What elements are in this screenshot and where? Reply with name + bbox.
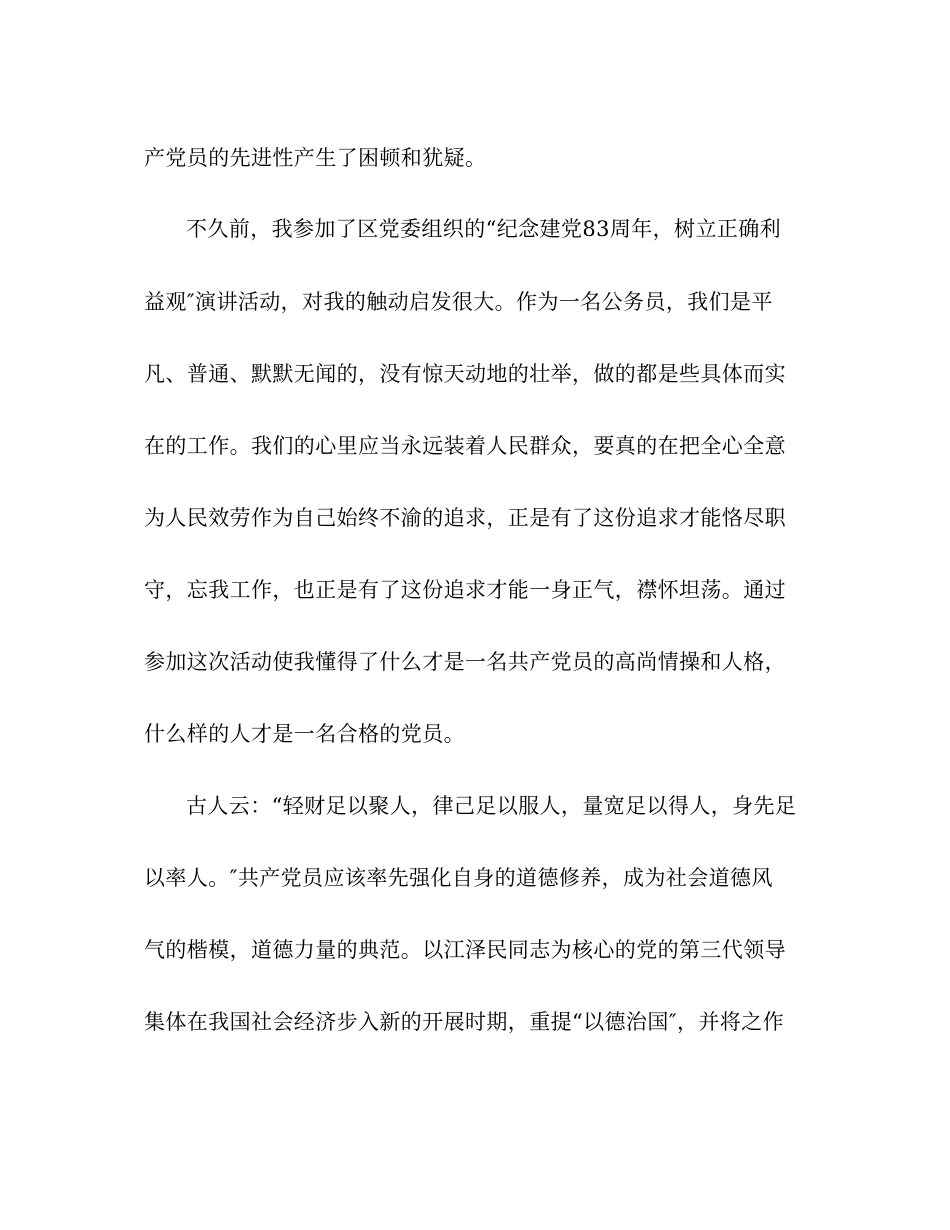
paragraph-line: 古人云：“轻财足以聚人，律己足以服人，量宽足以得人，身先足 xyxy=(186,794,797,818)
paragraph-line: 参加这次活动使我懂得了什么才是一名共产党员的高尚情操和人格， xyxy=(144,650,786,674)
paragraph-line: 守，忘我工作，也正是有了这份追求才能一身正气，襟怀坦荡。通过 xyxy=(144,578,786,602)
paragraph-line: 益观″演讲活动，对我的触动启发很大。作为一名公务员，我们是平 xyxy=(144,290,773,314)
paragraph-line: 集体在我国社会经济步入新的开展时期，重提“以德治国″，并将之作 xyxy=(144,1010,784,1034)
paragraph-line: 凡、普通、默默无闻的，没有惊天动地的壮举，做的都是些具体而实 xyxy=(144,362,786,386)
paragraph-line: 在的工作。我们的心里应当永远装着人民群众，要真的在把全心全意 xyxy=(144,434,786,458)
paragraph-line: 为人民效劳作为自己始终不渝的追求，正是有了这份追求才能恪尽职 xyxy=(144,506,786,530)
paragraph-line: 气的楷模，道德力量的典范。以江泽民同志为核心的党的第三代领导 xyxy=(144,938,786,962)
paragraph-line: 产党员的先进性产生了困顿和犹疑。 xyxy=(144,146,487,170)
paragraph-line: 以率人。″共产党员应该率先强化自身的道德修养，成为社会道德风 xyxy=(144,866,773,890)
paragraph-line: 什么样的人才是一名合格的党员。 xyxy=(144,722,465,746)
paragraph-line: 不久前，我参加了区党委组织的“纪念建党83周年，树立正确利 xyxy=(186,217,782,241)
